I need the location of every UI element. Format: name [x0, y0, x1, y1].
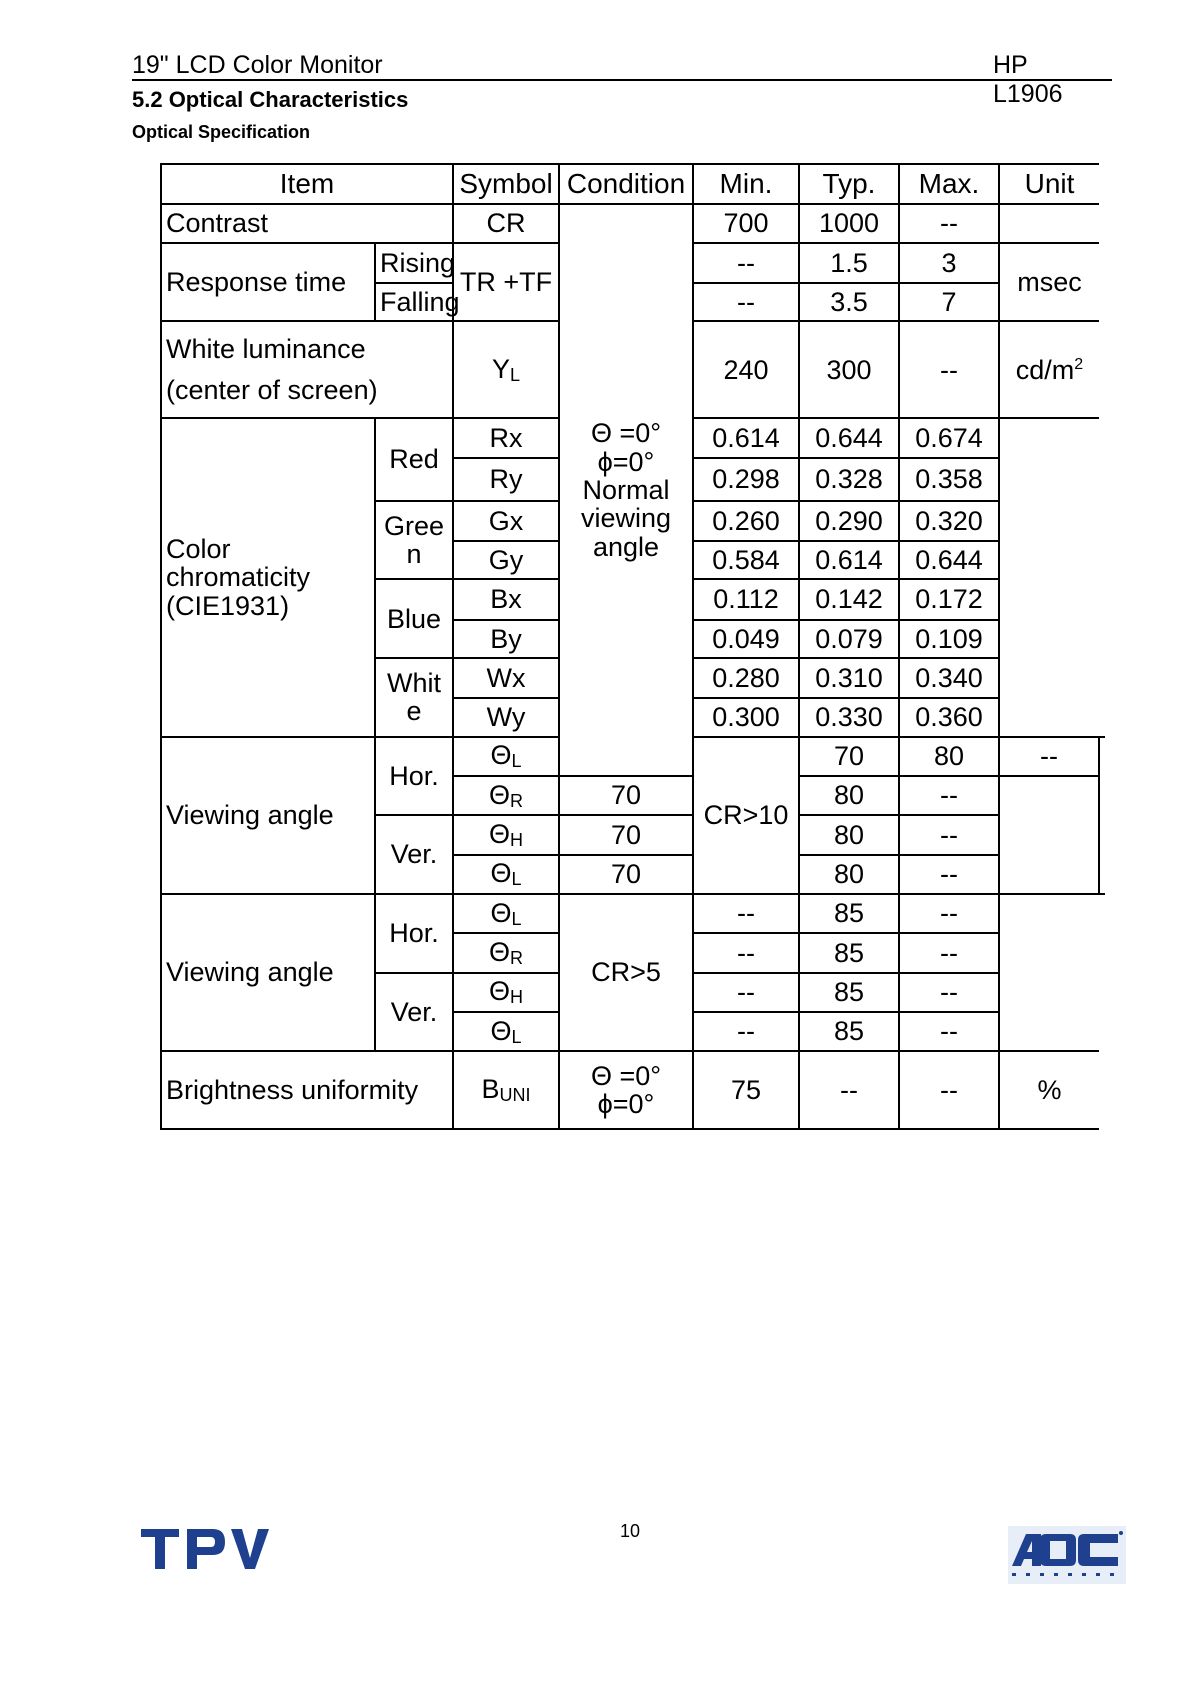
section-title: 5.2 Optical Characteristics	[132, 87, 409, 112]
aoc-logo	[1008, 1526, 1126, 1584]
viewing2-typ: 85	[799, 973, 899, 1012]
brightness-typ: --	[799, 1051, 899, 1129]
viewing2-min: --	[693, 933, 799, 972]
luminance-symbol-sub: L	[510, 364, 521, 385]
gy-max: 0.644	[899, 541, 999, 579]
viewing2-min: --	[693, 1012, 799, 1051]
condition-viewing: viewing	[580, 503, 672, 534]
theta-icon: Θ	[488, 976, 510, 1007]
chroma-unit	[999, 418, 1099, 737]
theta-icon: Θ	[490, 1015, 512, 1046]
by-min: 0.049	[693, 620, 799, 658]
viewing2-min: --	[693, 894, 799, 933]
viewing2-symbol	[453, 1012, 559, 1051]
viewing1-max: --	[899, 855, 999, 894]
green-label-line2: n	[406, 539, 422, 570]
viewing2-typ: 85	[799, 894, 899, 933]
viewing2-sub: L	[511, 908, 522, 929]
chroma-red-label: Red	[375, 418, 453, 501]
page-number: 10	[620, 1521, 641, 1541]
contrast-max: --	[899, 204, 999, 242]
contrast-unit	[999, 204, 1099, 242]
wy-symbol: Wy	[453, 698, 559, 736]
green-label-line1: Gree	[383, 510, 445, 541]
viewing1-sub: L	[511, 869, 522, 890]
chroma-blue-label: Blue	[375, 579, 453, 658]
condition-angle: angle	[592, 531, 660, 562]
theta-icon: Θ	[490, 858, 512, 889]
wx-typ: 0.310	[799, 658, 899, 698]
viewing1-typ: 80	[799, 815, 899, 854]
brightness-unit: %	[999, 1051, 1099, 1129]
luminance-unit	[999, 321, 1099, 418]
gy-min: 0.584	[693, 541, 799, 579]
ry-min: 0.298	[693, 458, 799, 500]
chromaticity-label-line2: chromaticity	[166, 562, 311, 593]
rx-min: 0.614	[693, 418, 799, 458]
viewing2-symbol	[453, 894, 559, 933]
gx-min: 0.260	[693, 501, 799, 541]
viewing2-max: --	[899, 933, 999, 972]
contrast-symbol: CR	[453, 204, 559, 242]
table-row	[161, 204, 1105, 242]
viewing1-max: --	[899, 776, 999, 815]
header-min: Min.	[693, 164, 799, 204]
wx-min: 0.280	[693, 658, 799, 698]
falling-max: 7	[899, 283, 999, 321]
chroma-white-label	[375, 658, 453, 737]
theta-icon: Θ	[490, 897, 512, 928]
rx-symbol: Rx	[453, 418, 559, 458]
theta-icon: Θ	[488, 819, 510, 849]
viewing1-symbol	[453, 855, 559, 894]
brightness-symbol-main: B	[481, 1074, 500, 1105]
viewing1-sub: R	[510, 790, 523, 811]
wy-min: 0.300	[693, 698, 799, 736]
theta-icon: Θ	[488, 936, 510, 967]
subtitle: Optical Specification	[132, 122, 311, 142]
header-max: Max.	[899, 164, 999, 204]
viewing1-min: 70	[559, 855, 693, 894]
luminance-symbol	[453, 321, 559, 418]
contrast-label: Contrast	[161, 204, 453, 242]
theta-icon: Θ	[488, 779, 510, 810]
luminance-min: 240	[693, 321, 799, 418]
brightness-max: --	[899, 1051, 999, 1129]
viewing1-sub: H	[510, 830, 523, 850]
brightness-condition-theta: Θ =0°	[590, 1060, 662, 1091]
response-unit: msec	[999, 243, 1099, 322]
wx-symbol: Wx	[453, 658, 559, 698]
by-symbol: By	[453, 620, 559, 658]
bx-max: 0.172	[899, 579, 999, 619]
viewing2-max: --	[899, 973, 999, 1012]
gx-max: 0.320	[899, 501, 999, 541]
luminance-typ: 300	[799, 321, 899, 418]
viewing2-min: --	[693, 973, 799, 1012]
contrast-min: 700	[693, 204, 799, 242]
viewing2-symbol	[453, 933, 559, 972]
optical-spec-table	[160, 163, 1105, 1130]
theta-icon: Θ	[490, 740, 512, 771]
viewing2-label: Viewing angle	[161, 894, 375, 1051]
response-label: Response time	[161, 243, 375, 322]
rx-typ: 0.644	[799, 418, 899, 458]
white-label-line1: Whit	[387, 668, 441, 698]
response-symbol: TR +TF	[453, 243, 559, 322]
gy-symbol: Gy	[453, 541, 559, 579]
viewing1-hor: Hor.	[375, 737, 453, 816]
rising-min: --	[693, 243, 799, 283]
viewing2-sub: H	[510, 987, 523, 1008]
by-max: 0.109	[899, 620, 999, 658]
wy-typ: 0.330	[799, 698, 899, 736]
viewing1-unit	[1099, 737, 1105, 894]
viewing1-sub: L	[511, 751, 522, 772]
viewing2-symbol	[453, 973, 559, 1012]
viewing1-min: 70	[559, 815, 693, 854]
bx-symbol: Bx	[453, 579, 559, 619]
viewing2-typ: 85	[799, 1012, 899, 1051]
header-typ: Typ.	[799, 164, 899, 204]
table-row	[161, 1051, 1105, 1129]
rising-max: 3	[899, 243, 999, 283]
gx-typ: 0.290	[799, 501, 899, 541]
response-rising-label: Rising	[375, 243, 453, 283]
header-symbol: Symbol	[453, 164, 559, 204]
response-falling-label: Falling	[375, 283, 453, 321]
white-label-line2: e	[406, 696, 422, 727]
header-condition: Condition	[559, 164, 693, 204]
header-item: Item	[161, 164, 453, 204]
normal-condition	[559, 204, 693, 776]
brightness-label: Brightness uniformity	[161, 1051, 453, 1129]
gy-typ: 0.614	[799, 541, 899, 579]
brightness-min: 75	[693, 1051, 799, 1129]
luminance-unit-sup: 2	[1074, 355, 1084, 373]
rx-max: 0.674	[899, 418, 999, 458]
wy-max: 0.360	[899, 698, 999, 736]
by-typ: 0.079	[799, 620, 899, 658]
chromaticity-label-line1: Color	[166, 533, 231, 564]
viewing1-typ: 80	[799, 855, 899, 894]
table-row	[161, 894, 1105, 933]
ry-symbol: Ry	[453, 458, 559, 500]
falling-min: --	[693, 283, 799, 321]
condition-theta: Θ =0°	[590, 418, 662, 449]
gx-symbol: Gx	[453, 501, 559, 541]
luminance-max: --	[899, 321, 999, 418]
viewing2-hor: Hor.	[375, 894, 453, 973]
table-header-row	[161, 164, 1105, 204]
chromaticity-label-line3: (CIE1931)	[166, 590, 290, 621]
brightness-condition-phi: ϕ=0°	[597, 1089, 655, 1120]
viewing2-ver: Ver.	[375, 973, 453, 1052]
contrast-typ: 1000	[799, 204, 899, 242]
viewing1-symbol	[453, 815, 559, 854]
bx-typ: 0.142	[799, 579, 899, 619]
viewing1-symbol	[453, 776, 559, 815]
viewing2-max: --	[899, 1012, 999, 1051]
brightness-symbol	[453, 1051, 559, 1129]
luminance-label	[161, 321, 453, 418]
bx-min: 0.112	[693, 579, 799, 619]
chroma-green-label	[375, 501, 453, 580]
viewing1-condition: CR>10	[693, 737, 799, 894]
luminance-unit-main: cd/m	[1015, 354, 1075, 385]
viewing2-sub: R	[510, 947, 523, 968]
viewing1-ver: Ver.	[375, 815, 453, 894]
viewing2-max: --	[899, 894, 999, 933]
viewing1-typ: 80	[899, 737, 999, 776]
viewing1-label: Viewing angle	[161, 737, 375, 894]
viewing2-condition: CR>5	[559, 894, 693, 1051]
condition-normal: Normal	[582, 474, 670, 505]
brightness-symbol-sub: UNI	[499, 1085, 531, 1106]
viewing2-typ: 85	[799, 933, 899, 972]
viewing1-typ: 80	[799, 776, 899, 815]
luminance-label-line1: White luminance	[166, 334, 366, 365]
viewing1-max: --	[999, 737, 1099, 776]
condition-phi: ϕ=0°	[597, 446, 655, 477]
ry-typ: 0.328	[799, 458, 899, 500]
header-rule	[132, 79, 1112, 81]
rising-typ: 1.5	[799, 243, 899, 283]
header-title: 19" LCD Color Monitor	[132, 51, 383, 79]
chromaticity-label	[161, 418, 375, 737]
ry-max: 0.358	[899, 458, 999, 500]
viewing1-min: 70	[559, 776, 693, 815]
tpv-logo	[141, 1527, 269, 1573]
viewing2-unit	[999, 894, 1099, 1051]
viewing2-sub: L	[511, 1026, 522, 1047]
brightness-condition	[559, 1051, 693, 1129]
falling-typ: 3.5	[799, 283, 899, 321]
viewing1-max: --	[899, 815, 999, 854]
wx-max: 0.340	[899, 658, 999, 698]
header-unit: Unit	[999, 164, 1099, 204]
viewing1-min: 70	[799, 737, 899, 776]
viewing1-symbol	[453, 737, 559, 776]
luminance-symbol-main: Y	[491, 353, 510, 384]
luminance-label-line2: (center of screen)	[166, 374, 378, 405]
